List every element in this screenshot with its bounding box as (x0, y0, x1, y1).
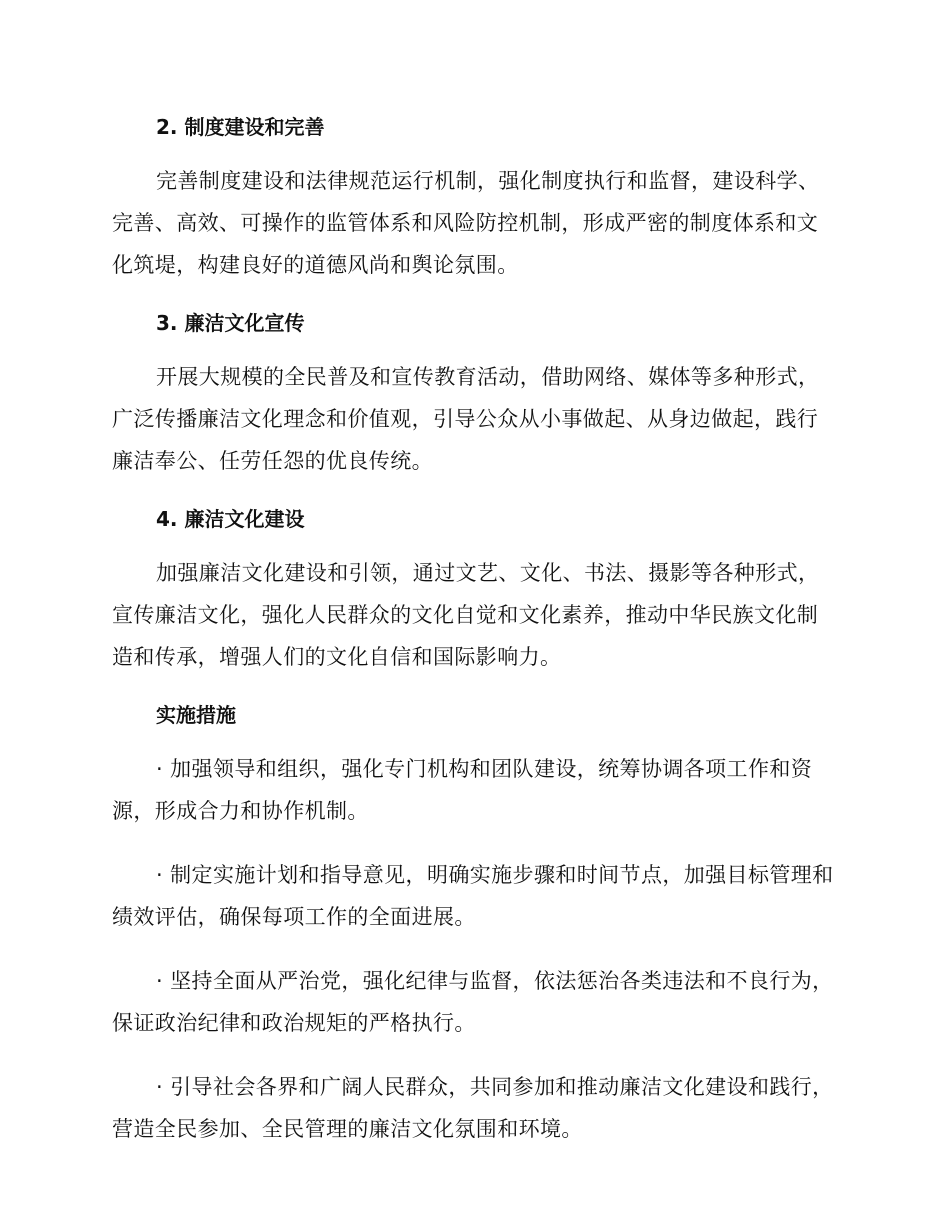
section-paragraph: 完善制度建设和法律规范运行机制，强化制度执行和监督，建设科学、完善、高效、可操作的监管体系和风险防控机制，形成严密的制度体系和文化筑堤，构建良好的道德风尚和舆论氛围。 (112, 169, 820, 277)
measure-item: · 加强领导和组织，强化专门机构和团队建设，统筹协调各项工作和资源，形成合力和协作机制。 (112, 757, 813, 823)
measures-heading: 实施措施 (156, 703, 236, 727)
section-paragraph: 加强廉洁文化建设和引领，通过文艺、文化、书法、摄影等各种形式，宣传廉洁文化，强化人民群众的文化自觉和文化素养，推动中华民族文化制造和传承，增强人们的文化自信和国际影响力。 (112, 561, 820, 669)
section-heading: 4. 廉洁文化建设 (156, 507, 305, 531)
measure-item: · 引导社会各界和广阔人民群众，共同参加和推动廉洁文化建设和践行，营造全民参加、全民管理的廉洁文化氛围和环境。 (112, 1075, 834, 1141)
section-heading: 3. 廉洁文化宣传 (156, 311, 305, 335)
section-paragraph: 开展大规模的全民普及和宣传教育活动，借助网络、媒体等多种形式，广泛传播廉洁文化理念和价值观，引导公众从小事做起、从身边做起，践行廉洁奉公、任劳任怨的优良传统。 (112, 365, 820, 473)
measure-item: · 坚持全面从严治党，强化纪律与监督，依法惩治各类违法和不良行为，保证政治纪律和政治规矩的严格执行。 (112, 969, 834, 1035)
measure-item: · 制定实施计划和指导意见，明确实施步骤和时间节点，加强目标管理和绩效评估，确保每项工作的全面进展。 (112, 863, 834, 929)
section-heading: 2. 制度建设和完善 (156, 115, 325, 139)
